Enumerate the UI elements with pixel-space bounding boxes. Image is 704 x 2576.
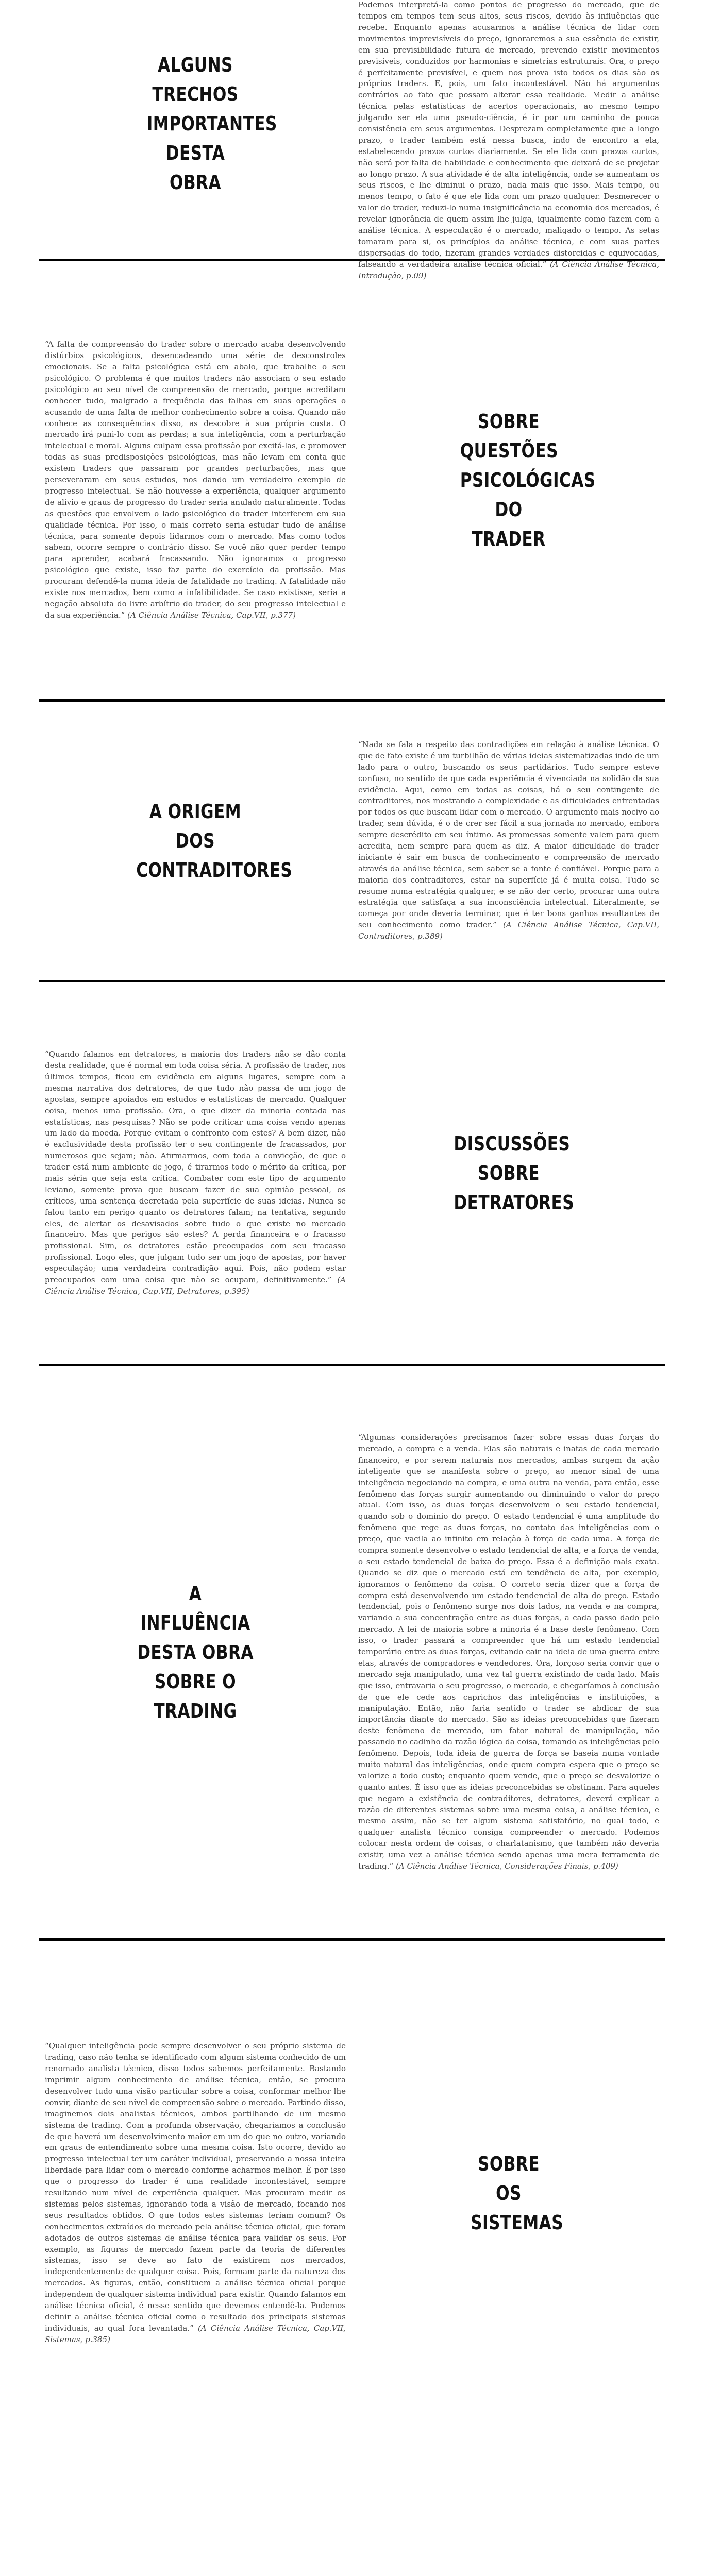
quote-reference: (A Ciência Análise Técnica, Considerações Finais, p.409) <box>396 1861 618 1871</box>
excerpt-heading-column <box>352 2149 665 2238</box>
quote-reference: (A Ciência Análise Técnica, Cap.VII, Sistemas, p.385) <box>45 2323 346 2344</box>
quote-reference: (A Ciência Análise Técnica, Introdução, p.09) <box>358 259 659 280</box>
quote-reference: (A Ciência Análise Técnica, Cap.VII, Contraditores, p.389) <box>358 920 660 941</box>
quote-reference: (A Ciência Análise Técnica, Cap.VII, Detratores, p.395) <box>45 1275 346 1296</box>
quote-text: “A falta de compreensão do trader sobre o mercado acaba desenvolvendo distúrbios psicológicos, desencadeando uma série de desconstroles emocionais. Se a falta psicológica está em abalo, que trabalhe o seu psicológico. O problema é que muitos traders não associam o seu estado psicológico ao seu nível de compreensão de mercado, porque acreditam conhecer tudo, malgrado a frequência das falhas em suas operações o acusando de uma falta de melhor conhecimento sobre a coisa. Quando não conhece as consequências disso, as descobre à sua própria custa. O mercado irá puni-lo com as perdas; a sua inteligência, com a perturbação intelectual e moral. Alguns culpam essa profissão por excitá-las, e promover todas as suas predisposições psicológicas, mas não levam em conta que existem traders que passaram por grandes perturbações, mas que perseveraram em seus estudos, nos dando um verdadeiro exemplo de progresso intelectual. Se não houvesse a experiência, qualquer argumento de alívio e graus de progresso do trader seria anulado naturalmente. Todas as questões que envolvem o lado psicológico do trader interferem em sua qualidade técnica. Por isso, o mais correto seria estudar tudo de análise técnica, para somente depois lidarmos com o mercado. Mas como todos sabem, ocorre sempre o contrário disso. Se você não quer perder tempo para aprender, acabará fracassando. Não ignoramos o progresso psicológico que existe, isso faz parte do exercício da profissão. Mas procuram defendê-la numa ideia de fatalidade no trading. A fatalidade não existe nos mercados, bem como a infalibilidade. Se caso existisse, seria a negação absoluta do livre arbítrio do trader, do seu progresso intelectual e da sua experiência.” <box>45 340 346 620</box>
quote-text: “Algumas considerações precisamos fazer sobre essas duas forças do mercado, a compra e a venda. Elas são naturais e inatas de cada mercado financeiro, e por serem naturais nos mercados, ambas surgem da ação inteligente que se manifesta sobre o preço, ao menor sinal de uma inteligência negociando na compra, e uma outra na venda, para então, esse fenômeno das forças surgir aumentando ou diminuindo o valor do preço atual. Com isso, as duas forças desenvolvem o seu estado tendencial, quando sob o domínio do preço. O estado tendencial é uma amplitude do fenômeno que rege as duas forças, no contato das inteligências com o preço, que vacila ao infinito em relação à força de cada uma. A força de compra somente desenvolve o estado tendencial de alta, e a força de venda, o seu estado tendencial de baixa do preço. Essa é a definição mais exata. Quando se diz que o mercado está em tendência de alta, por exemplo, ignoramos o fenômeno da coisa. O correto seria dizer que a força de compra está desenvolvendo um estado tendencial de alta do preço. Estado tendencial, pois o fenômeno surge nos dois lados, na venda e na compra, variando a sua concentração entre as duas forças, a cada passo dado pelo mercado. A lei de maioria sobre a minoria é a base deste fenômeno. Com isso, o trader passará a compreender que há um estado tendencial temporário entre as duas forças, evitando cair na ideia de uma guerra entre elas, através de compradores e vendedores. Ora, forçoso seria convir que o mercado seja manipulado, uma vez tal guerra existindo de cada lado. Mais que isso, entravaria o seu progresso, o mercado, e chegaríamos à conclusão de que ele cede aos caprichos das inteligências e instituições, a manipulação. Então, não faria sentido o trader se abdicar de sua importância diante do mercado. São as ideias preconcebidas que fizeram deste fenômeno de mercado, um fator natural de manipulação, não passando no cadinho da razão lógica da coisa, tomando as inteligências pelo fenômeno. Depois, toda ideia de guerra de força se baseia numa vontade muito natural das inteligências, onde quem compra espera que o preço se valorize a todo custo; enquanto quem vende, que o preço se desvalorize o quanto antes. É isso que as ideias preconcebidas se obstinam. Para aqueles que negam a existência de contraditores, detratores, deverá explicar a razão de diferentes sistemas sobre uma mesma coisa, a análise técnica, e mesmo assim, não se ter algum sistema satisfatório, no qual todo, e qualquer analista técnico consiga compreender o mercado. Podemos colocar nesta ordem de coisas, o charlatanismo, que também não deveria existir, uma vez a análise técnica sendo apenas uma mera ferramenta de trading.” <box>358 1433 659 1871</box>
excerpt-quote <box>45 339 346 621</box>
excerpt-quote <box>45 1049 346 1297</box>
excerpt-quote-column <box>352 0 665 281</box>
excerpt-section <box>39 0 665 280</box>
excerpt-heading: DISCUSSÕES SOBRE DETRATORES <box>454 1132 575 1214</box>
excerpt-section <box>39 261 665 699</box>
excerpt-heading: A INFLUÊNCIA DESTA OBRA SOBRE O TRADING <box>137 1582 254 1722</box>
excerpt-quote <box>45 2041 346 2345</box>
excerpt-quote-column <box>352 739 665 942</box>
excerpt-heading-column <box>352 407 665 554</box>
excerpt-heading: ALGUNS TRECHOS IMPORTANTES DESTA OBRA <box>146 53 277 194</box>
excerpt-heading-column <box>352 1129 665 1217</box>
excerpt-quote <box>358 0 659 281</box>
excerpt-quote-column <box>39 1049 352 1297</box>
excerpt-section <box>39 1941 665 2446</box>
quote-text: “Quando falamos em detratores, a maioria dos traders não se dão conta desta realidade, que é normal em toda coisa séria. A profissão de trader, nos últimos tempos, ficou em evidência em alguns lugares, sempre com a mesma narrativa dos detratores, de que tudo não passa de um jogo de apostas, sempre apoiados em estudos e estatísticas de mercado. Qualquer coisa, menos uma profissão. Ora, o que dizer da minoria contada nas estatísticas, nas pesquisas? Não se pode criticar uma coisa vendo apenas um lado da moeda. Porque evitam o confronto com estes? A bem dizer, não é exclusividade desta profissão ter o seu contingente de fracassados, por numerosos que sejam; não. Afirmarmos, com toda a convicção, de que o trader está num ambiente de jogo, é tirarmos todo o mérito da crítica, por mais séria que seja esta crítica. Combater com este tipo de argumento leviano, somente prova que buscam fazer de sua opinião pessoal, os críticos, uma sentença decretada pela superfície de suas ideias. Nunca se falou tanto em perigo quanto os detratores falam; na tentativa, segundo eles, de alertar os desavisados sobre tudo o que existe no mercado financeiro. Mas que perigos são estes? A perda financeira e o fracasso profissional. Sim, os detratores estão preocupados com seu fracasso profissional. Logo eles, que julgam tudo ser um jogo de apostas, por haver especulação; uma verdadeira contradição aqui. Pois, não podem estar preocupados com uma coisa que não se ocupam, definitivamente.” <box>45 1049 346 1285</box>
excerpt-quote-column <box>352 1432 665 1872</box>
excerpt-quote-column <box>39 2041 352 2345</box>
quote-text: “Qualquer inteligência pode sempre desenvolver o seu próprio sistema de trading, caso não tenha se identificado com algum sistema conhecido de um renomado analista técnico, disso todos sabemos perfeitamente. Bastando imprimir algum conhecimento de análise técnica, então, se procura desenvolver tudo uma visão particular sobre a coisa, conformar melhor lhe convir, diante de seu nível de compreensão sobre o mercado. Partindo disso, imaginemos dois analistas técnicos, ambos partilhando de um mesmo sistema de trading. Com a profunda observação, chegaríamos a conclusão de que haverá um desenvolvimento maior em um do que no outro, variando em graus de entendimento sobre uma mesma coisa. Isto ocorre, devido ao progresso intelectual ter um caráter individual, preservando a nossa inteira liberdade para lidar com o mercado conforme acharmos melhor. É por isso que o progresso do trader é uma realidade incontestável, sempre resultando num nível de experiência qualquer. Mas procuram medir os sistemas pelos sistemas, ignorando toda a visão de mercado, focando nos seus resultados obtidos. O que todos estes sistemas teriam comum? Os conhecimentos extraídos do mercado pela análise técnica oficial, que foram adotados de outros sistemas de análise técnica para validar os seus. Por exemplo, as figuras de mercado fazem parte da teoria de diferentes sistemas, isso se deve ao fato de existirem nos mercados, independentemente de qualquer coisa. Pois, formam parte da natureza dos mercados. As figuras, então, constituem a análise técnica oficial porque independem de qualquer sistema individual para existir. Quando falamos em análise técnica oficial, é nesse sentido que devemos entendê-la. Podemos definir a análise técnica oficial como o resultado dos principais sistemas individuais, ao qual fora levantada.” <box>45 2041 346 2333</box>
quote-text: Podemos interpretá-la como pontos de progresso do mercado, que de tempos em tempos tem seus altos, seus riscos, devido às influências que recebe. Enquanto apenas acusarmos a análise técnica de lidar com movimentos imprevisíveis do preço, ignoraremos a sua essência de existir, em sua previsibilidade futura de mercado, prevendo existir movimentos previsíveis, conduzidos por harmonias e simetrias estruturais. Ora, o preço é perfeitamente previsível, e quem nos prova isto todos os dias são os próprios traders. E, pois, um fato incontestável. Não há argumentos contrários ao fato que possam alterar essa realidade. Medir a análise técnica pelas estatísticas de acertos operacionais, ao mesmo tempo julgando ser ela uma pseudo-ciência, é ir por um caminho de pouca consistência em seus argumentos. Desprezam completamente que a longo prazo, o trader também está nessa busca, indo de encontro a ela, estabelecendo prazos curtos diariamente. Se ele lida com prazos curtos, não será por falta de habilidade e conhecimento que deixará de se projetar ao longo prazo. A sua atividade é de alta inteligência, onde se aumentam os seus riscos, e lhe diminui o prazo, nada mais que isso. Mais tempo, ou menos tempo, o fato é que ele lida com um prazo qualquer. Desmerecer o valor do trader, reduzi-lo numa insignificância na economia dos mercados, é revelar ignorância de quem assim lhe julga, igualmente como fazem com a análise técnica. A especulação é o mercado, maligado o tempo. As setas tomaram para si, os princípios da análise técnica, e com suas partes dispersadas do todo, fizeram grandes verdades distorcidas e equivocadas, falseando a verdadeira análise técnica oficial.” <box>358 0 659 269</box>
excerpt-section <box>39 702 665 980</box>
excerpt-section <box>39 982 665 1364</box>
excerpt-heading-column <box>39 797 352 885</box>
excerpt-heading: SOBRE QUESTÕES PSICOLÓGICAS DO TRADER <box>460 410 596 550</box>
excerpt-quote <box>358 1432 659 1872</box>
excerpt-heading-column <box>39 1579 352 1726</box>
quote-reference: (A Ciência Análise Técnica, Cap.VII, p.377) <box>127 610 296 620</box>
excerpt-heading-column <box>39 50 352 197</box>
quote-text: “Nada se fala a respeito das contradições em relação à análise técnica. O que de fato existe é um turbilhão de várias ideias sistematizadas indo de um lado para o outro, buscando os seus partidários. Tudo sempre esteve confuso, no sentido de que cada experiência é vivenciada na solidão da sua evidência. Aqui, como em todas as coisas, há o seu contingente de contraditores, nos mostrando a complexidade e as dificuldades enfrentadas por todos os que buscam lidar com o mercado. O argumento mais nocivo ao trader, sem dúvida, é o de crer ser fácil a sua jornada no mercado, embora sempre descrédito em seu íntimo. As promessas somente valem para quem acredita, nem sempre para quem as diz. A maior dificuldade do trader iniciante é sair em busca de conhecimento e compreensão de mercado através da análise técnica, sem saber se a fonte é confiável. Porque para a maioria dos contraditores, estar na superfície já é muita coisa. Tudo se resume numa estratégia qualquer, e se não der certo, procurar uma outra estratégia que satisfaça a sua inconsciência intelectual. Literalmente, se começa por onde deveria terminar, que é ter bons ganhos resultantes de seu conhecimento como trader.” <box>358 739 659 930</box>
excerpt-section <box>39 1366 665 1938</box>
excerpt-heading: A ORIGEM DOS CONTRADITORES <box>136 800 293 882</box>
excerpt-heading: SOBRE OS SISTEMAS <box>471 2152 564 2234</box>
excerpt-quote <box>358 739 659 942</box>
excerpt-quote-column <box>39 339 352 621</box>
